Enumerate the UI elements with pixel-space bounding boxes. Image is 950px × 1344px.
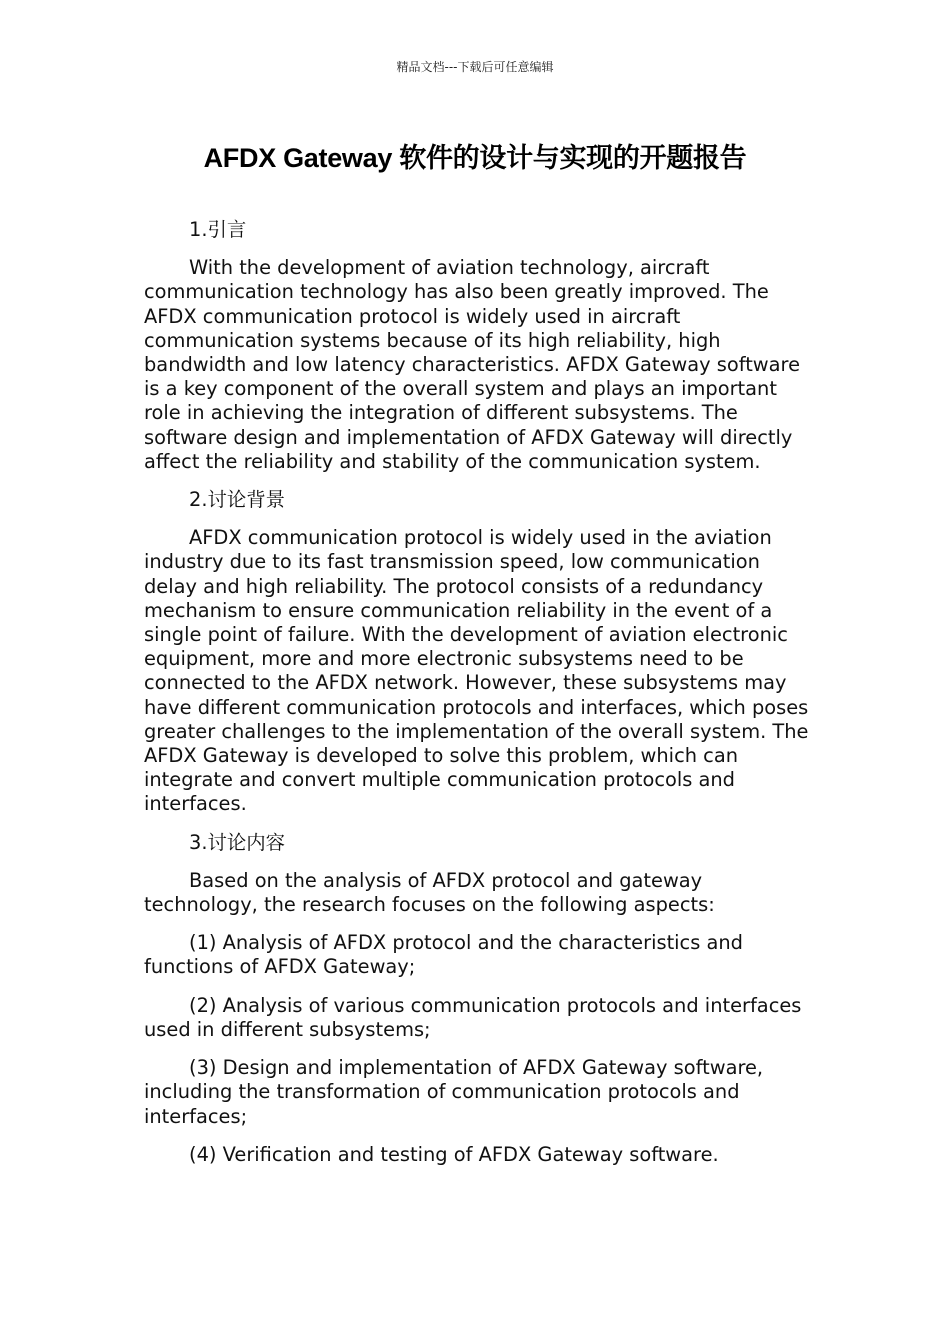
list-item: (3) Design and implementation of AFDX Gateway software, including the transformation of communication protocols and interfaces; — [144, 1056, 764, 1128]
page-header: 精品文档---下载后可任意编辑 — [396, 60, 554, 74]
list-item: (4) Verification and testing of AFDX Gateway software. — [189, 1142, 719, 1166]
intro-paragraph: With the development of aviation technology, aircraft communication technology has also been greatly improved. The AFDX communication protocol is widely used in aircraft communication systems because of its high reliability, high bandwidth and low latency characteristics. AFDX Gateway software is a key component of the overall system and plays an important role in achieving the integration of different subsystems. The software design and implementation of AFDX Gateway will directly affect the reliability and stability of the communication system. — [144, 256, 801, 473]
section-heading-background: 2.讨论背景 — [189, 488, 286, 512]
section-heading-intro: 1.引言 — [189, 218, 247, 241]
content-paragraph: Based on the analysis of AFDX protocol and gateway technology, the research focuses on the following aspects: — [144, 868, 715, 917]
document-title: AFDX Gateway 软件的设计与实现的开题报告 — [203, 143, 747, 173]
list-item: (1) Analysis of AFDX protocol and the characteristics and functions of AFDX Gateway; — [144, 931, 743, 979]
section-heading-content: 3.讨论内容 — [189, 830, 286, 854]
background-paragraph: AFDX communication protocol is widely used in the aviation industry due to its fast transmission speed, low communication delay and high reliability. The protocol consists of a redundancy mechanism to ensure communication reliability in the event of a single point of failure. With the development of aviation electronic equipment, more and more electronic subsystems need to be connected to the AFDX network. However, these subsystems may have different communication protocols and interfaces, which poses greater challenges to the implementation of the overall system. The AFDX Gateway is developed to solve this problem, which can integrate and convert multiple communication protocols and interfaces. — [144, 526, 809, 816]
list-item: (2) Analysis of various communication protocols and interfaces used in different subsystems; — [144, 993, 802, 1041]
document-body — [144, 218, 816, 1181]
